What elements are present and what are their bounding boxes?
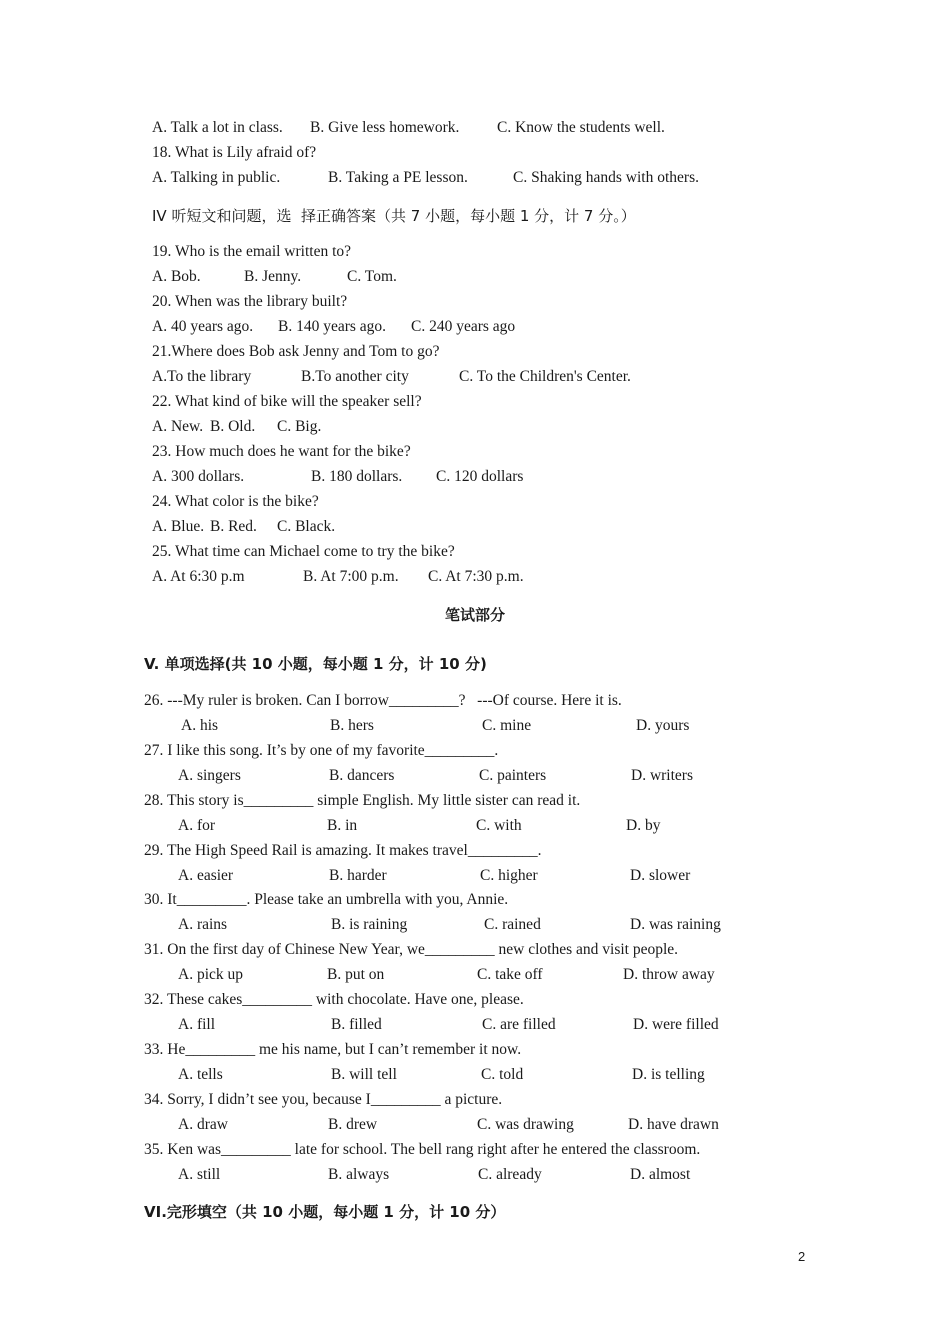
question-text: 29. The High Speed Rail is amazing. It makes travel_________. — [144, 842, 542, 859]
answer-option: D. is telling — [632, 1066, 705, 1083]
answer-option: B. hers — [330, 717, 374, 734]
question-text: 23. How much does he want for the bike? — [152, 443, 411, 460]
answer-option: B. will tell — [331, 1066, 397, 1083]
section-heading: IV 听短文和问题，选 择正确答案（共 7 小题，每小题 1 分，计 7 分。） — [152, 207, 636, 225]
answer-option: B. 180 dollars. — [311, 468, 403, 485]
answer-option: B. Give less homework. — [310, 119, 460, 136]
answer-option: C. with — [476, 817, 522, 834]
answer-option: B.To another city — [301, 368, 409, 385]
answer-option: A. Bob. — [152, 268, 201, 285]
answer-option: C. rained — [484, 916, 541, 933]
answer-option: B. Red. — [210, 518, 257, 535]
section-heading: VI.完形填空（共 10 小题，每小题 1 分，计 10 分） — [144, 1203, 506, 1221]
answer-option: D. throw away — [623, 966, 715, 983]
question-text: 22. What kind of bike will the speaker sell? — [152, 393, 422, 410]
answer-option: B. dancers — [329, 767, 395, 784]
answer-option: B. At 7:00 p.m. — [303, 568, 399, 585]
question-text: 32. These cakes_________ with chocolate. Have one, please. — [144, 991, 524, 1008]
answer-option: A. still — [178, 1166, 221, 1183]
answer-option: B. in — [327, 817, 358, 834]
question-text: 33. He_________ me his name, but I can’t remember it now. — [144, 1041, 522, 1058]
answer-option: C. mine — [482, 717, 532, 734]
section-heading: V. 单项选择(共 10 小题，每小题 1 分，计 10 分) — [144, 655, 487, 673]
question-text: 20. When was the library built? — [152, 293, 348, 310]
answer-option: B. Jenny. — [244, 268, 302, 285]
answer-option: C. was drawing — [477, 1116, 574, 1133]
answer-option: C. 120 dollars — [436, 468, 524, 485]
question-text: 35. Ken was_________ late for school. The bell rang right after he entered the classroom. — [144, 1141, 701, 1158]
answer-option: D. have drawn — [628, 1116, 719, 1133]
answer-option: C. already — [478, 1166, 542, 1183]
answer-option: B. put on — [327, 966, 385, 983]
answer-option: B. filled — [331, 1016, 382, 1033]
answer-option: B. always — [328, 1166, 390, 1183]
answer-option: C. 240 years ago — [411, 318, 516, 335]
question-text: 18. What is Lily afraid of? — [152, 144, 317, 161]
answer-option: A. 300 dollars. — [152, 468, 245, 485]
answer-option: C. told — [481, 1066, 524, 1083]
answer-option: C. Shaking hands with others. — [513, 169, 699, 186]
question-text: 19. Who is the email written to? — [152, 243, 352, 260]
answer-option: A. Talk a lot in class. — [152, 119, 283, 136]
answer-option: A. for — [178, 817, 216, 834]
answer-option: C. higher — [480, 867, 538, 884]
answer-option: A. At 6:30 p.m — [152, 568, 245, 585]
answer-option: B. 140 years ago. — [278, 318, 387, 335]
answer-option: B. drew — [328, 1116, 378, 1133]
question-text: 26. ---My ruler is broken. Can I borrow_________? ---Of course. Here it is. — [144, 692, 622, 709]
answer-option: A. Talking in public. — [152, 169, 281, 186]
question-text: 27. I like this song. It’s by one of my favorite_________. — [144, 742, 499, 759]
answer-option: C. take off — [477, 966, 543, 983]
answer-option: A. rains — [178, 916, 228, 933]
answer-option: A. easier — [178, 867, 234, 884]
answer-option: A. singers — [178, 767, 241, 784]
question-text: 34. Sorry, I didn’t see you, because I_________ a picture. — [144, 1091, 503, 1108]
answer-option: D. were filled — [633, 1016, 719, 1033]
answer-option: A. tells — [178, 1066, 223, 1083]
answer-option: B. is raining — [331, 916, 408, 933]
answer-option: C. To the Children's Center. — [459, 368, 631, 385]
answer-option: C. Big. — [277, 418, 322, 435]
question-text: 31. On the first day of Chinese New Year, we_________ new clothes and visit people. — [144, 941, 679, 958]
section-heading: 笔试部分 — [444, 606, 505, 624]
question-text: 28. This story is_________ simple English. My little sister can read it. — [144, 792, 581, 809]
answer-option: D. by — [626, 817, 661, 834]
answer-option: A. pick up — [178, 966, 244, 983]
answer-option: A. Blue. — [152, 518, 205, 535]
answer-option: B. Taking a PE lesson. — [328, 169, 468, 186]
answer-option: A. New. — [152, 418, 204, 435]
question-text: 21.Where does Bob ask Jenny and Tom to go? — [152, 343, 440, 360]
answer-option: A.To the library — [152, 368, 252, 385]
answer-option: C. are filled — [482, 1016, 556, 1033]
answer-option: D. writers — [631, 767, 693, 784]
answer-option: C. At 7:30 p.m. — [428, 568, 524, 585]
answer-option: B. harder — [329, 867, 387, 884]
question-text: 24. What color is the bike? — [152, 493, 319, 510]
answer-option: D. yours — [636, 717, 690, 734]
question-text: 30. It_________. Please take an umbrella with you, Annie. — [144, 891, 509, 908]
question-text: 25. What time can Michael come to try the bike? — [152, 543, 455, 560]
answer-option: A. 40 years ago. — [152, 318, 254, 335]
answer-option: D. was raining — [630, 916, 721, 933]
answer-option: A. draw — [178, 1116, 228, 1133]
answer-option: C. Tom. — [347, 268, 397, 285]
page-number: 2 — [798, 1249, 806, 1264]
answer-option: C. Know the students well. — [497, 119, 665, 136]
answer-option: C. Black. — [277, 518, 336, 535]
answer-option: C. painters — [479, 767, 547, 784]
answer-option: D. almost — [630, 1166, 691, 1183]
answer-option: A. his — [181, 717, 219, 734]
answer-option: B. Old. — [210, 418, 256, 435]
answer-option: A. fill — [178, 1016, 216, 1033]
answer-option: D. slower — [630, 867, 691, 884]
